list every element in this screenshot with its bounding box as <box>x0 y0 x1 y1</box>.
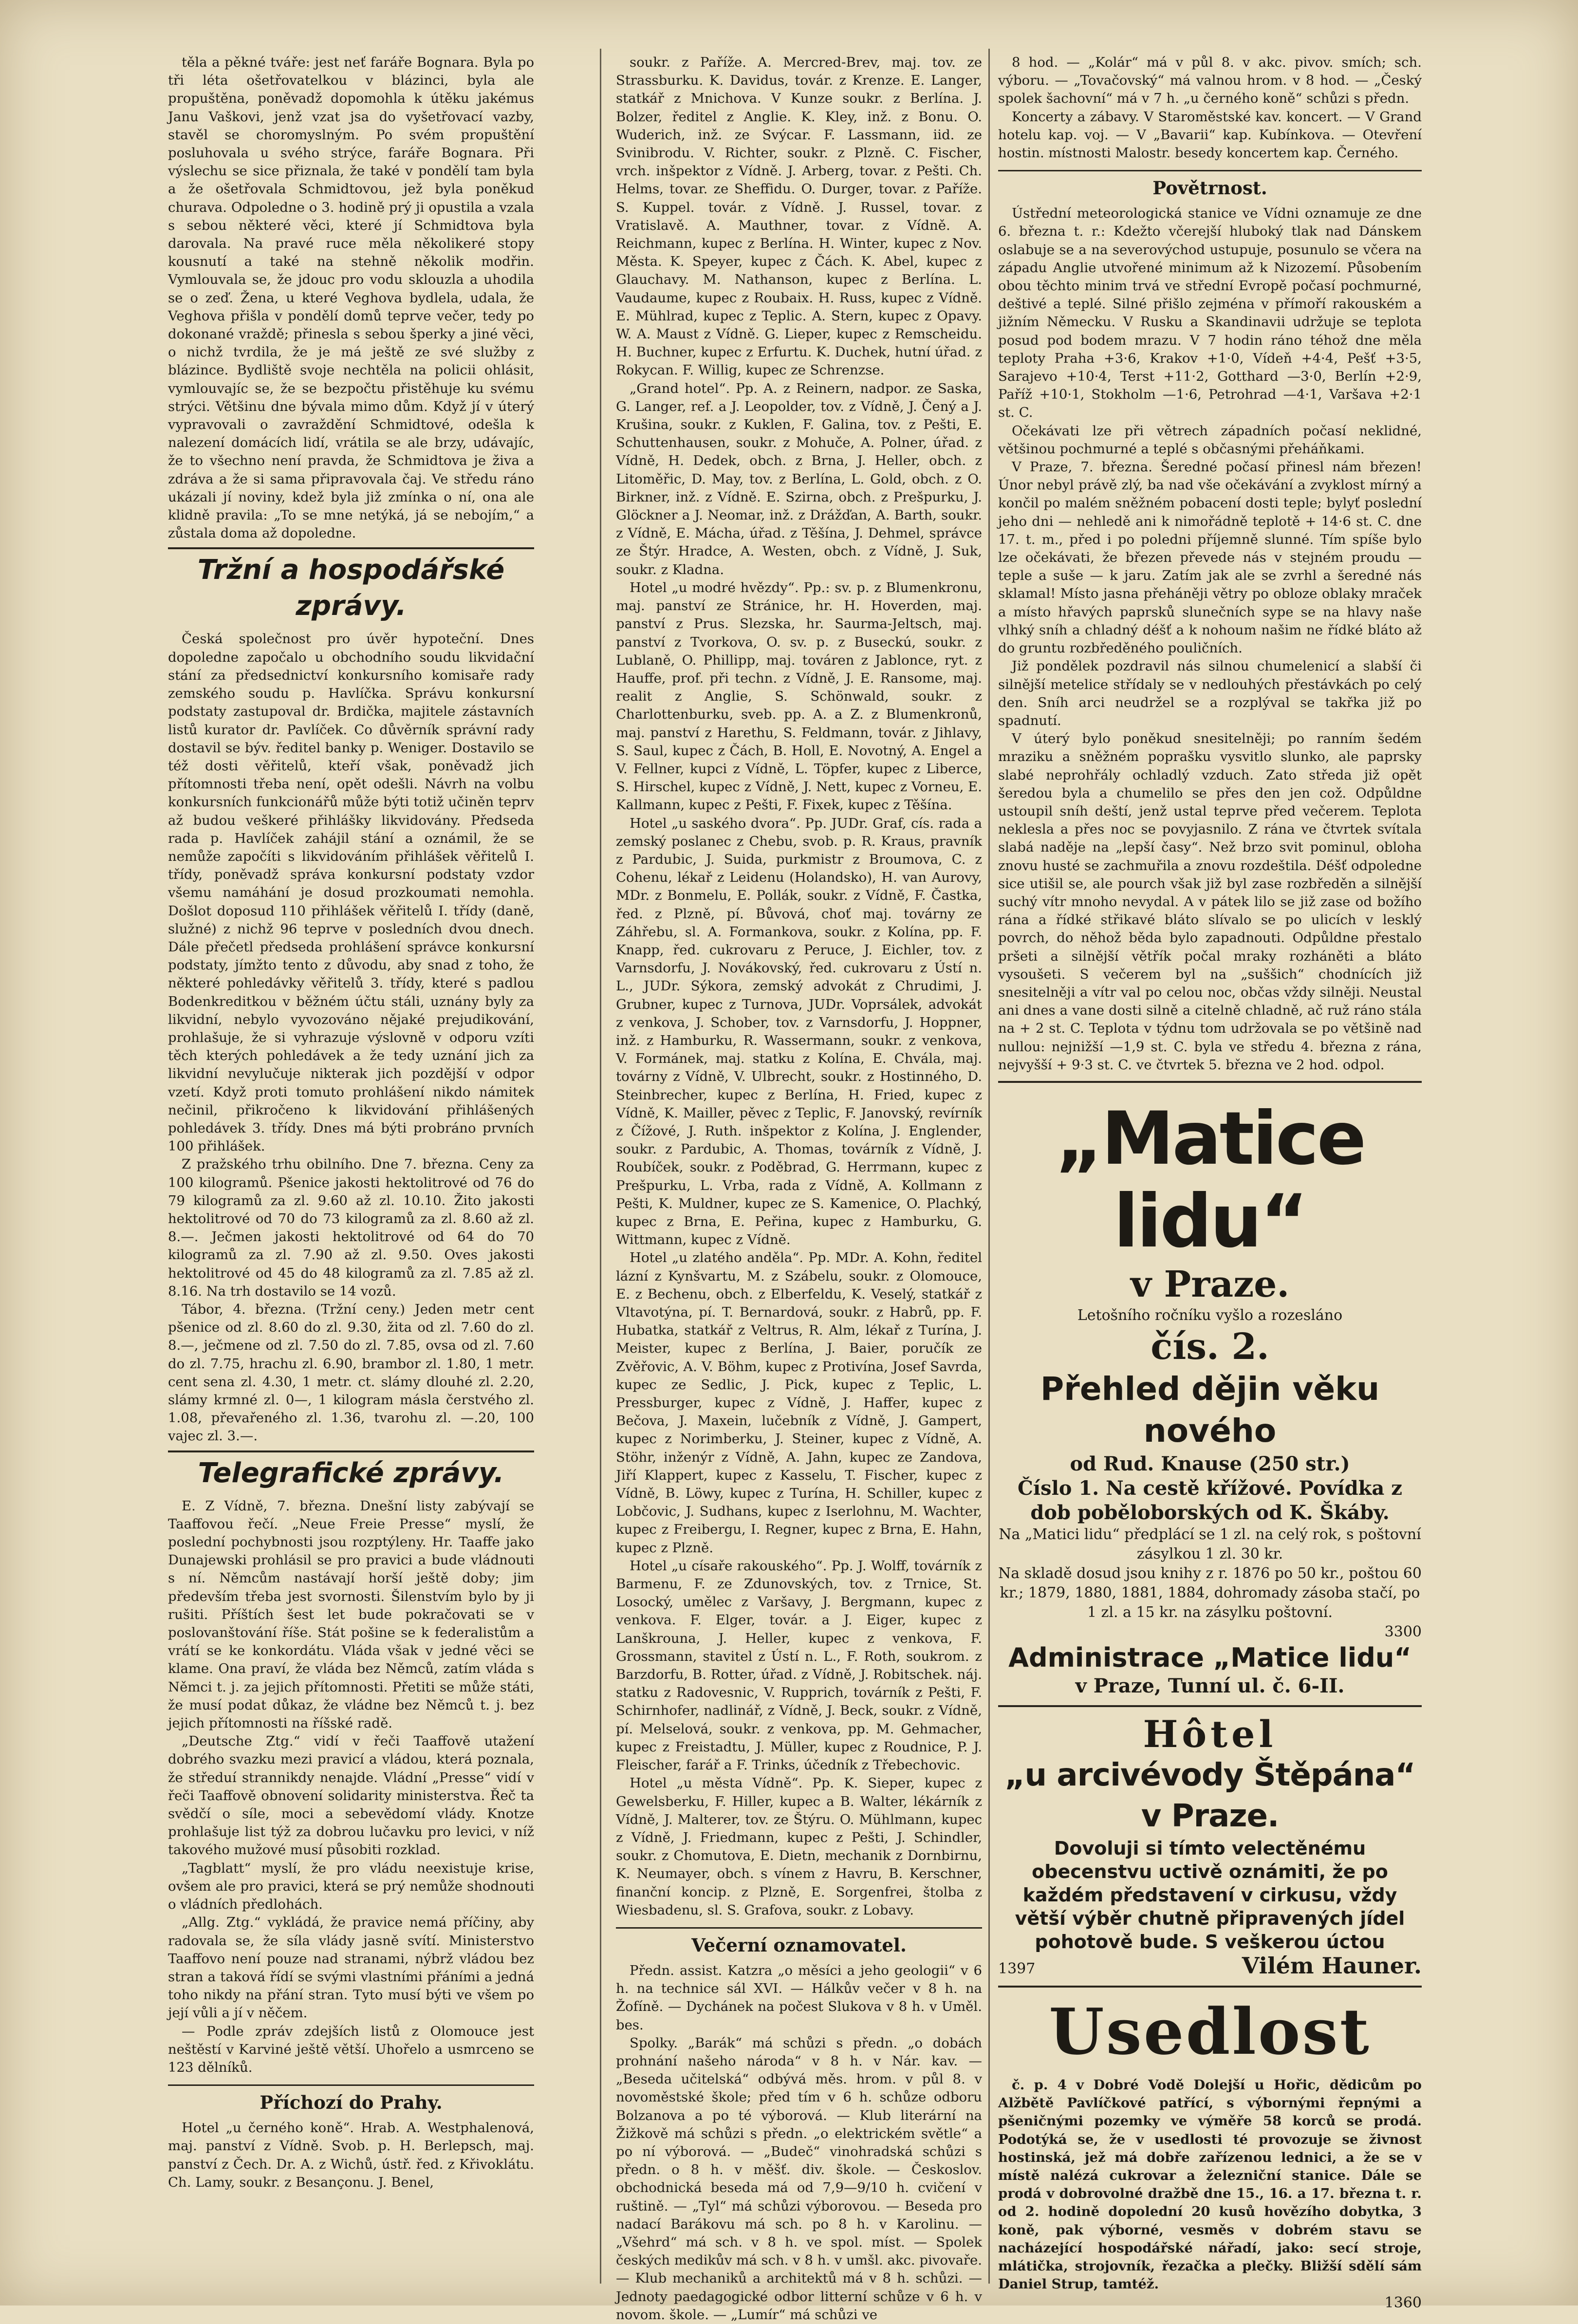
weather-monday: Již pondělek pozdravil nás silnou chumelenicí a slabší či silnější metelice střídaly se v nedlouhých přestávkách po celý den. Sníh arci neudržel se a rozplýval se takřka již po spadnutí. <box>998 658 1422 728</box>
column-divider <box>988 49 990 2284</box>
arrivals-zlaty-andel: Hotel „u zlatého anděla“. Pp. MDr. A. Kohn, ředitel lázní z Kynšvartu, M. z Szábelu, soukr. z Olomouce, E. z Bechenu, obch. z Elberfeldu, K. Veselý, statkář z Vltavotýna, pí. T. Bernardová, soukr. z Habrů, pp. F. Hubatka, statkář z Veltrus, R. Alm, lékař z Turína, J. Meister, kupec z Berlína, J. Baier, poručík ze Zvěřovic, A. V. Böhm, kupec z Protivína, Josef Savrda, kupec ze Sedlic, J. Pick, kupec z Teplic, L. Pressburger, kupec z Vídně, J. Haffer, kupec z Bečova, J. Maxein, lučebník z Vídně, J. Gampert, kupec z Norimberku, J. Steiner, kupec z Vídně, A. Stöhr, inženýr z Vídně, A. Jahn, kupec ze Zandova, Jiří Klappert, kupec z Kasselu, T. Fischer, kupec z Vídně, B. Löwy, kupec z Turína, H. Schiller, kupec z Lobčovic, J. Sudhans, kupec z Iserlohnu, M. Wachter, kupec z Freibergu, I. Regner, kupec z Brna, E. Hahn, kupec z Plzně. <box>616 1250 982 1556</box>
matice-line2: Číslo 1. Na cestě křížové. Povídka z dob poběloborských od K. Škáby. <box>1018 1476 1402 1524</box>
article-tabor-prices: Tábor, 4. března. (Tržní ceny.) Jeden metr cent pšenice od zl. 8.60 do zl. 9.30, žita od zl. 7.60 do zl. 8.—, ječmene od zl. 7.50 do zl. 7.85, ovsa od zl. 7.60 do zl. 7.75, hrachu zl. 6.90, brambor zl. 1.80, 1 metr. cent sena zl. 4.30, 1 metr. ct. slámy dlouhé zl. 2.20, slámy krmné zl. 0—, 1 kilogram másla čerstvého zl. 1.08, převařeného zl. 1.36, tvarohu zl. —.20, 100 vajec zl. 3.—. <box>168 1301 534 1444</box>
usedlost-title: Usedlost <box>1049 1994 1371 2069</box>
section-heading-arrivals: Příchozí do Prahy. <box>168 2084 534 2114</box>
hotel-name: „u arcivévody Štěpána“ v Praze. <box>1004 1757 1415 1834</box>
section-heading-market: Tržní a hospodářské zprávy. <box>168 547 534 624</box>
column-right <box>998 54 1422 2312</box>
article-tagblatt: „Tagblatt“ myslí, že pro vládu neexistuje krise, ovšem ale pro pravici, která se prý nemůže shodnouti o vládních předlohách. <box>168 1860 534 1913</box>
arrivals-cerny-kun: Hotel „u černého koně“. Hrab. A. Westphalenová, maj. panství z Vídně. Svob. p. H. Berlepsch, maj. panství z Čech. Dr. A. z Wichů, ústř. řed. z Křivoklátu. Ch. Lamy, soukr. z Besançonu. J. Benel, <box>168 2120 534 2190</box>
evening-lectures: Předn. assist. Katzra „o měsíci a jeho geologii“ v 6 h. na technice sál XVI. — Hálkův večer v 8 h. na Žofíně. — Dychánek na počest Slukova v 8 h. v Uměl. bes. <box>616 1962 982 2033</box>
weather-prague: V Praze, 7. března. Šeredné počasí přinesl nám březen! Únor nebyl právě zlý, ba nad vše očekávání a zvyklost mírný a končil po malém sněžném pobacení dosti teple; bylyť poslední jeho dni — nehledě ani k nimořádně teplotě + 14·6 st. C. dne 17. t. m., před i po poledni příjemně slunné. Tím spíše bylo lze očekávati, že březen převede nás v stejném proudu — teple a suše — k jaru. Zatím jak ale se zvrhl a šeredné nás sklamal! Místo jasna přeháněji větry po obloze oblaky mraček a místo hřavých paprsků slunečních sype se na hlavy naše vlhký sníh a chladný déšť a k nohoum našim ne řídké bláto až do gruntu rozbředěného pouličních. <box>998 459 1422 656</box>
section-heading-telegraph: Telegrafické zprávy. <box>168 1450 534 1491</box>
hotel-code: 1397 <box>998 1960 1036 1977</box>
section-heading-evening: Večerní oznamovatel. <box>616 1927 982 1957</box>
article-grain-market: Z pražského trhu obilního. Dne 7. března. Ceny za 100 kilogramů. Pšenice jakosti hektolitrové od 76 do 79 kilogramů za zl. 9.60 až zl. 10.10. Žito jakosti hektolitrové od 70 do 73 kilogramů za zl. 8.60 až zl. 8.—. Ječmen jakosti hektolitrové od 64 do 70 kilogramů za zl. 7.90 až zl. 9.50. Oves jakosti hektolitrové od 45 do 48 kilogramů za zl. 7.85 až zl. 8.16. Na trh dostavilo se 14 vozů. <box>168 1156 534 1299</box>
matice-line4: Na skladě dosud jsou knihy z r. 1876 po 50 kr., poštou 60 kr.; 1879, 1880, 1881, 1884, dohromady zásoba stačí, po 1 zl. a 15 kr. na zásylku poštovní. <box>998 1564 1422 1621</box>
arrivals-grand-hotel: „Grand hotel“. Pp. A. z Reinern, nadpor. ze Saska, G. Langer, ref. a J. Leopolder, tov. z Vídně, J. Čený a J. Krušina, soukr. z Kuklen, F. Galina, tov. z Pešti, E. Schuttenhausen, soukr. z Mohuče, A. Polner, úřad. z Vídně, H. Dedek, obch. z Brna, J. Heller, obch. z Litoměřic, D. May, tov. z Berlína, L. Gold, obch. z O. Birkner, inž. z Vídně. E. Szirna, obch. z Prešpurku, J. Glöckner a J. Neomar, inž. z Drážďan, A. Barth, soukr. z Vídně, E. Mácha, úřad. z Těšína, J. Dehmel, správce ze Štýr. Hradce, A. Westen, obch. z Vídně, J. Suk, soukr. z Kladna. <box>616 380 982 577</box>
usedlost-code: 1360 <box>1384 2294 1422 2312</box>
weather-report: Ústřední meteorologická stanice ve Vídni oznamuje ze dne 6. března t. r.: Kdežto včerejší hluboký tlak nad Dánskem oslabuje se a na severovýchod ustupuje, posunulo se včera na západu Anglie utvořené minimum až k Nizozemí. Působením obou těchto minim trvá ve střední Evropě počasí pochmurné, deštivé a teplé. Silné přišlo zejména v přímoří rakouském a jižním Německu. V Rusku a Skandinavii udržuje se teplota posud pod bodem mrazu. V 7 hodin ráno téhož dne měla teploty Praha +3·6, Krakov +1·0, Vídeň +4·4, Pešť +3·5, Sarajevo +10·4, Terst +11·2, Gotthard —3·0, Berlín +2·9, Paříž +10·1, Stokholm —1·6, Petrohrad —4·1, Varšava +2·1 st. C. <box>998 205 1422 421</box>
article-veghova-end: těla a pěkné tváře: jest neť faráře Bognara. Byla po tři léta ošetřovatelkou v blázinci, byla ale propuštěna, poněvadž dopomohla k útěku jakémus Janu Vaškovi, jenž vzat jsa do vyšetřovací vazby, stavěl se choromyslným. Po svém propuštění posluhovala u svého strýce, faráře Bognara. Při výslechu se sice přiznala, že také v pondělí tam byla a že ošetřovala Schmidtovou, jež byla poněkud churava. Odpoledne o 3. hodině prý ji opustila a vzala s sebou některé věci, které jí Schmidtova byla darovala. Na pravé ruce měla několikeré stopy kousnutí a také na stehně několik modřin. Vymlouvala se, že jdouc pro vodu sklouzla a uhodila se o zeď. Žena, u které Veghova bydlela, udala, že Veghova přišla v pondělí domů teprve večer, tedy po dokonané vraždě; přinesla s sebou šperky a jiné věci, o nichž tvrdila, že je má ještě ze své služby z blázince. Bydliště svoje nechtěla na policii ohlásit, vymlouvajíc se, že se bezpočtu přistěhuje ku svému strýci. Většinu dne bývala mimo dům. Když jí v úterý vypravovali o zavraždění Schmidtové, odešla k nalezení domácích lidí, vrátila se ale brzy, udávajíc, že to všechno není pravda, že Schmidtova je živa a zdráva a že si sama připravovala čaj. Ve středu ráno ukázali jí noviny, kdež byla již zmínka o ní, ona ale klidně pravila: „To se mne netýká, já se nebojím,“ a zůstala doma až dopoledne. <box>168 55 534 541</box>
column-divider <box>600 49 601 2284</box>
evening-societies-cont: 8 hod. — „Kolár“ má v půl 8. v akc. pivov. smích; sch. výboru. — „Tovačovský“ má valnou hrom. v 8 hod. — „Český spolek šachovní“ má v 7 h. „u černého koně“ schůzi s předn. <box>998 55 1422 107</box>
article-deutsche-ztg: „Deutsche Ztg.“ vidí v řeči Taaffově utažení dobrého svazku mezi pravicí a vládou, která poznala, že středuí strannikdy nenajde. Vládní „Presse“ vidí v řeči Taaffově obnovení solidarity ministerstva. Řeč ta svědčí o síle, moci a sebevědomí vlády. Knotze prohlašuje list týž za dobrou lučavku pro levici, v níž takového mužové musí působiti rozklad. <box>168 1733 534 1858</box>
matice-title: „Matice lidu“ <box>1055 1096 1365 1264</box>
ad-divider <box>998 1081 1422 1083</box>
ad-divider <box>998 1986 1422 1988</box>
section-heading-weather: Povětrnost. <box>998 170 1422 200</box>
arrivals-list-1: soukr. z Paříže. A. Mercred-Brev, maj. tov. ze Strassburku. K. Davidus, továr. z Krenze. E. Langer, statkář z Mnichova. V Kunze soukr. z Berlína. J. Bolzer, ředitel z Anglie. K. Kley, inž. z Bonu. O. Wuderich, inž. ze Svýcar. F. Lassmann, iid. ze Svinibrodu. V. Richter, soukr. z Plzně. C. Fischer, vrch. inšpektor z Vídně. J. Arberg, tovar. z Pešti. Ch. Helms, tovar. ze Sheffidu. O. Durger, tovar. z Paříže. S. Kuppel. továr. z Vídně. J. Russel, tovar. z Vratislavě. A. Mauthner, tovar. z Vídně. A. Reichmann, kupec z Berlína. H. Winter, kupec z Nov. Města. K. Speyer, kupec z Čách. K. Abel, kupec z Glauchavy. M. Nathanson, kupec z Berlína. L. Vaudaume, kupec z Roubaix. H. Russ, kupec z Vídně. E. Mühlrad, kupec z Teplic. A. Stern, kupec z Opavy. W. A. Maust z Vídně. G. Lieper, kupec z Remscheidu. H. Buchner, kupec z Erfurtu. K. Duchek, hutní úřad. z Rokycan. F. Willig, kupec ze Schrenzse. <box>616 55 982 378</box>
advert-usedlost <box>998 1995 1422 2313</box>
matice-line1: Letošního ročníku vyšlo a rozesláno <box>1077 1306 1343 1324</box>
matice-address: v Praze, Tunní ul. č. 6-II. <box>1075 1674 1345 1697</box>
advert-matice-lidu <box>998 1097 1422 1698</box>
arrivals-mesto-viden: Hotel „u města Vídně“. Pp. K. Sieper, kupec z Gewelsberku, F. Hiller, kupec a B. Walter, lékárník z Vídně, J. Malterer, tov. ze Štýru. O. Mühlmann, kupec z Vídně, J. Friedmann, kupec z Pešti, J. Schindler, soukr. z Chomutova, E. Dietn, mechanik z Dornbirnu, K. Neumayer, obch. s vínem z Havru, B. Kerschner, finanční koncip. z Plzně, E. Sorgenfrei, štolba z Wiesbadenu, sl. S. Grafova, soukr. z Lobavy. <box>616 1775 982 1918</box>
matice-admin: Administrace „Matice lidu“ <box>1008 1642 1411 1673</box>
matice-line3: Na „Matici lidu“ předplácí se 1 zl. na celý rok, s poštovní zásylkou 1 zl. 30 kr. <box>999 1525 1421 1562</box>
matice-city: v Praze. <box>1130 1263 1290 1305</box>
article-karvina: — Podle zpráv zdejších listů z Olomouce jest neštěstí v Karviné ještě větší. Uhořelo a usmrceno se 123 dělníků. <box>168 2023 534 2075</box>
arrivals-modra-hvezda: Hotel „u modré hvězdy“. Pp.: sv. p. z Blumenkronu, maj. panství ze Stránice, hr. H. Hoverden, maj. panství z Prus. Slezska, hr. Saurma-Jeltsch, maj. panství z Tvorkova, O. sv. p. z Buseckú, soukr. z Lublaně, O. Phillipp, maj. továren z Jablonce, ryt. z Hauffe, prof. při techn. z Vídně, J. E. Ransome, maj. realit z Anglie, S. Schönwald, soukr. z Charlottenburku, sveb. pp. A. a Z. z Blumenkronů, maj. panství z Harethu, S. Feldmann, továr. z Jihlavy, S. Saul, kupec z Čách, B. Holl, E. Novotný, A. Engel a V. Fellner, kupci z Vídně, L. Töpfer, kupec z Liberce, S. Hirschel, kupec z Vídně, J. Nett, kupec z Vorneu, E. Kallmann, kupec z Pešti, F. Fixek, kupec z Těšína. <box>616 579 982 813</box>
matice-book: Přehled dějin věku nového <box>1040 1370 1380 1450</box>
matice-code: 3300 <box>1384 1623 1422 1640</box>
matice-author: od Rud. Knause (250 str.) <box>1070 1452 1350 1475</box>
hotel-text: Dovoluji si tímto velectěnému obecenstvu uctivě oznámiti, že po každém představení v cirkusu, vždy větší výběr chutně připravených jídel pohotově bude. S veškerou úctou <box>1015 1837 1405 1952</box>
usedlost-text: č. p. 4 v Dobré Vodě Dolejší u Hořic, dědicům po Alžbětě Pavlíčkové patřící, s výbornými řepnými a pšeničnými pozemky ve výměře 58 korců se prodá. Podotýká se, že v usedlosti té provozuje se živnost hostinská, jež má dobře zařízenou lednici, a že se v místě nalézá cukrovar a železniční stanice. Dále se prodá v dobrovolné dražbě dne 15., 16. a 17. března t. r. od 2. hodině dopolední 20 kusů hovězího dobytka, 3 koně, pak výborné, vesměs v dobrém stavu se nacházející hospodářské nářadí, jako: secí stroje, mlátička, strojovník, řezačka a plečky. Bližší sdělí sám Daniel Strup, tamtéž. <box>998 2077 1422 2292</box>
arrivals-sasky-dvur: Hotel „u saského dvora“. Pp. JUDr. Graf, cís. rada a zemský poslanec z Chebu, svob. p. R. Kraus, pravník z Pardubic, J. Suida, purkmistr z Broumova, C. z Cohenu, lékař z Leidenu (Holandsko), H. van Aurovy, MDr. z Bonmelu, E. Pollák, soukr. z Vídně, F. Častka, řed. z Plzně, pí. Bůvová, choť maj. továrny ze Záhřebu, sl. A. Formankova, soukr. z Kolína, pp. F. Knapp, řed. cukrovaru z Peruce, J. Eichler, tov. z Varnsdorfu, J. Novákovský, řed. cukrovaru z Ústí n. L., JUDr. Sýkora, zemský advokát z Chrudimi, J. Grubner, kupec z Turnova, JUDr. Voprsálek, advokát z venkova, J. Schober, tov. z Varnsdorfu, J. Hoppner, inž. z Hamburku, R. Wassermann, soukr. z venkova, V. Formánek, maj. statku z Kolína, E. Chvála, maj. továrny z Vídně, V. Ulbrecht, soukr. z Hostinného, D. Steinbrecher, kupec z Berlína, H. Fried, kupec z Vídně, K. Mailler, pěvec z Teplic, F. Janovský, revírník z Čížové, J. Ruth. inšpektor z Kolína, J. Englender, soukr. z Pardubic, A. Thomas, továrník z Vídně, J. Roubíček, soukr. z Poděbrad, G. Herrmann, kupec z Prešpurku, L. Vrba, rada z Vídně, A. Kollmann z Pešti, K. Muldner, kupec ze S. Kamenice, O. Plachký, kupec z Brna, E. Peřina, kupec z Hamburku, G. Wittmann, kupec z Vídně. <box>616 815 982 1248</box>
weather-tuesday: V úterý bylo poněkud snesitelněji; po ranním šedém mraziku a sněžném poprašku vysvitlo slunko, ale paprsky slabé neprohřály ochladlý vzduch. Zato středa již opět šeredou byla a chumelilo se přes den jen což. Odpůldne ustoupil sníh deští, jenž ustal teprve před večerem. Teplota neklesla a přes noc se povyjasnilo. Z rána ve čtvrtek svítala slabá naděje na „lepší časy“. Než brzo svit pominul, obloha znovu husté se zachmuřila a znovu rozdeštila. Déšť odpoledne sice utišil se, ale pourch však již byl zase rozbředěn a silnější suchý vítr mnoho nevydal. A v pátek lilo se již zase od božího rána a řídké střikavé bláto slívalo se po ulicích v lesklý povrch, do něhož běda bylo zapadnouti. Odpůldne přestalo pršeti a silnější větřík počal mraky rozháněti a bláto vysoušeti. S večerem byl na „suššich“ chodnících již snesitelněji a vítr val po celou noc, občas vždy silněji. Neustal ani dnes a vane dosti silně a citelně chladně, ač ruž ráno stála na + 2 st. C. Teplota v týdnu tom udržovala se po většině nad nullou: nejnižší —1,9 st. C. byla ve středu 4. března z rána, nejvyšší + 9·3 st. C. ve čtvrtek 5. března ve 2 hod. odpol. <box>998 731 1422 1073</box>
hotel-word: Hôtel <box>1143 1712 1277 1756</box>
article-hypotecni: Česká společnost pro úvěr hypoteční. Dnes dopoledne započalo u obchodního soudu likvidační stání za předsednictví konkursního komisaře rady zemského soudu p. Havlíčka. Správu konkursní podstaty zastupoval dr. Brdička, majitele zástavních listů kurator dr. Pavlíček. Co důvěrník správní rady dostavil se býv. ředitel banky p. Weniger. Dostavilo se též dosti věřitelů, kteří však, poněvadž jich přítomnosti třeba není, opět odešli. Návrh na volbu konkursních funkcionářů může býti totiž učiněn teprv až budou veškeré přihlášky likvidovány. Předseda rada p. Havlíček zahájil stání a oznámil, že se nemůže započíti s likvidováním přihlášek věřitelů I. třídy, poněvadž správa konkursní podstaty vzdor všemu namáhání je dosud prozkoumati nemohla. Došlot doposud 110 přihlášek věřitelů I. třídy (daně, služné) z nichž 96 teprve v posledních dvou dnech. Dále přečetl předseda prohlášení správce konkursní podstaty, jímžto tento z důvodu, aby snad z toho, že některé pohledávky věřitelů 3. třídy, které s padlou Bodenkreditkou v běžném účtu stáli, uznány byly za likvidní, nebylo vyvozováno nějaké prejudikování, prohlašuje, že si vyhrazuje výslovně v odporu vzíti těch kterých pohledávek a že tedy uznání jich za likvidní nevylučuje nikterak jich pozdější v odpor vzetí. Když proti tomuto prohlášení nikdo námitek nečinil, přikročeno k likvidování přihlášených pohledávek 3. třídy. Dnes má býti probráno prvních 100 přihlášek. <box>168 631 534 1154</box>
column-left <box>168 54 534 2274</box>
evening-societies: Spolky. „Barák“ má schůzi s předn. „o dobách prohnání našeho národa“ v 8 h. v Nár. kav. — „Beseda učitelská“ odbývá měs. hrom. v půl 8. v novoměstské škole; před tím v 6 h. schůze odboru Bolzanova a po té výborová. — Klub literární na Žižkově má schůzi s předn. „o elektrickém světle“ a po ní výborová. — „Budeč“ vinohradská schůzi s předn. o 8 h. v měšť. div. škole. — Českoslov. obchodnická beseda má od 7,9—9/10 h. cvičení v ruštině. — „Tyl“ má schůzi výborovou. — Beseda pro nadací Barákovu má sch. po 8 h. v Karolinu. — „Všehrd“ má sch. v 8 h. ve spol. míst. — Spolek českých medikův má sch. v 8 h. v umšl. akc. pivovaře. — Klub mechaniků a architektů má v 8 h. schůzi. — Jednoty paedagogické odbor litterní schůze v 6 h. v novom. škole. — „Lumír“ má schůzi ve <box>616 2035 982 2323</box>
concerts: Koncerty a zábavy. V Staroměstské kav. koncert. — V Grand hotelu kap. voj. — V „Bavarii“ kap. Kubínkova. — Otevření hostin. místnosti Malostr. besedy koncertem kap. Černého. <box>998 109 1422 161</box>
ad-divider <box>998 1705 1422 1707</box>
advert-hotel <box>998 1714 1422 1979</box>
column-middle <box>616 54 982 2323</box>
arrivals-cisar-rakousky: Hotel „u císaře rakouského“. Pp. J. Wolff, továrník z Barmenu, F. ze Zdunovských, tov. z Trnice, St. Losocký, umělec z Varšavy, J. Bergmann, kupec z venkova. F. Elger, továr. a J. Eiger, kupec z Lanškrouna, J. Heller, kupec z venkova, F. Grossmann, stavitel z Ústí n. L., F. Roth, soukrom. z Barzdorfu, B. Rotter, úřad. z Vídně, J. Robitschek. náj. statku z Radovesnic, V. Rupprich, továrník z Pešti, F. Schirnhofer, nadlinář, z Vídně, J. Beck, soukr. z Vídně, pí. Melselová, soukr. z venkova, pp. M. Gehmacher, kupec z Freistadtu, J. Müller, kupec z Roudnice, P. J. Fleischer, farář a F. Trinks, účedník z Třebechovic. <box>616 1558 982 1773</box>
article-vienna: E. Z Vídně, 7. března. Dnešní listy zabývají se Taaffovou řečí. „Neue Freie Presse“ myslí, že poslední pochybnosti jsou rozptýleny. Hr. Taaffe jako Dunajewski prohlásil se pro pravici a bude vládnouti s ní. Němcům nastávají horší ještě doby; jim především třeba jest svornosti. Šilenstvím bylo by ji rušiti. Příštích šest let bude pokračovati se v poslovanštování říše. Stát pošine se k federalistům a vrátí se ke konkordátu. Vláda však v jedné věci se klame. Ona praví, že vláda bez Němců, zatím vláda s Němci t. j. za jejich přítomnosti. Přetiti se může státi, že musí podat důkaz, že vládne bez Němců t. j. bez jejich přítomnosti na říšské radě. <box>168 1498 534 1731</box>
hotel-signature: Vilém Hauner. <box>1242 1952 1422 1979</box>
article-allg-ztg: „Allg. Ztg.“ vykládá, že pravice nemá příčiny, aby radovala se, že síla vlády jasně svítí. Ministerstvo Taaffovo není pouze nad stranami, nýbrž vládou bez stran a taková řídí se svými vlastními přáními a jedná toho nikdy na přání stran. Tyto musí býti ve všem po její vůli a jí v něčem. <box>168 1915 534 2021</box>
matice-number: čís. 2. <box>1151 1325 1269 1368</box>
weather-forecast: Očekávati lze při větrech západních počasí neklidné, většinou pochmurné a teplé s občasnými přeháňkami. <box>998 423 1422 457</box>
